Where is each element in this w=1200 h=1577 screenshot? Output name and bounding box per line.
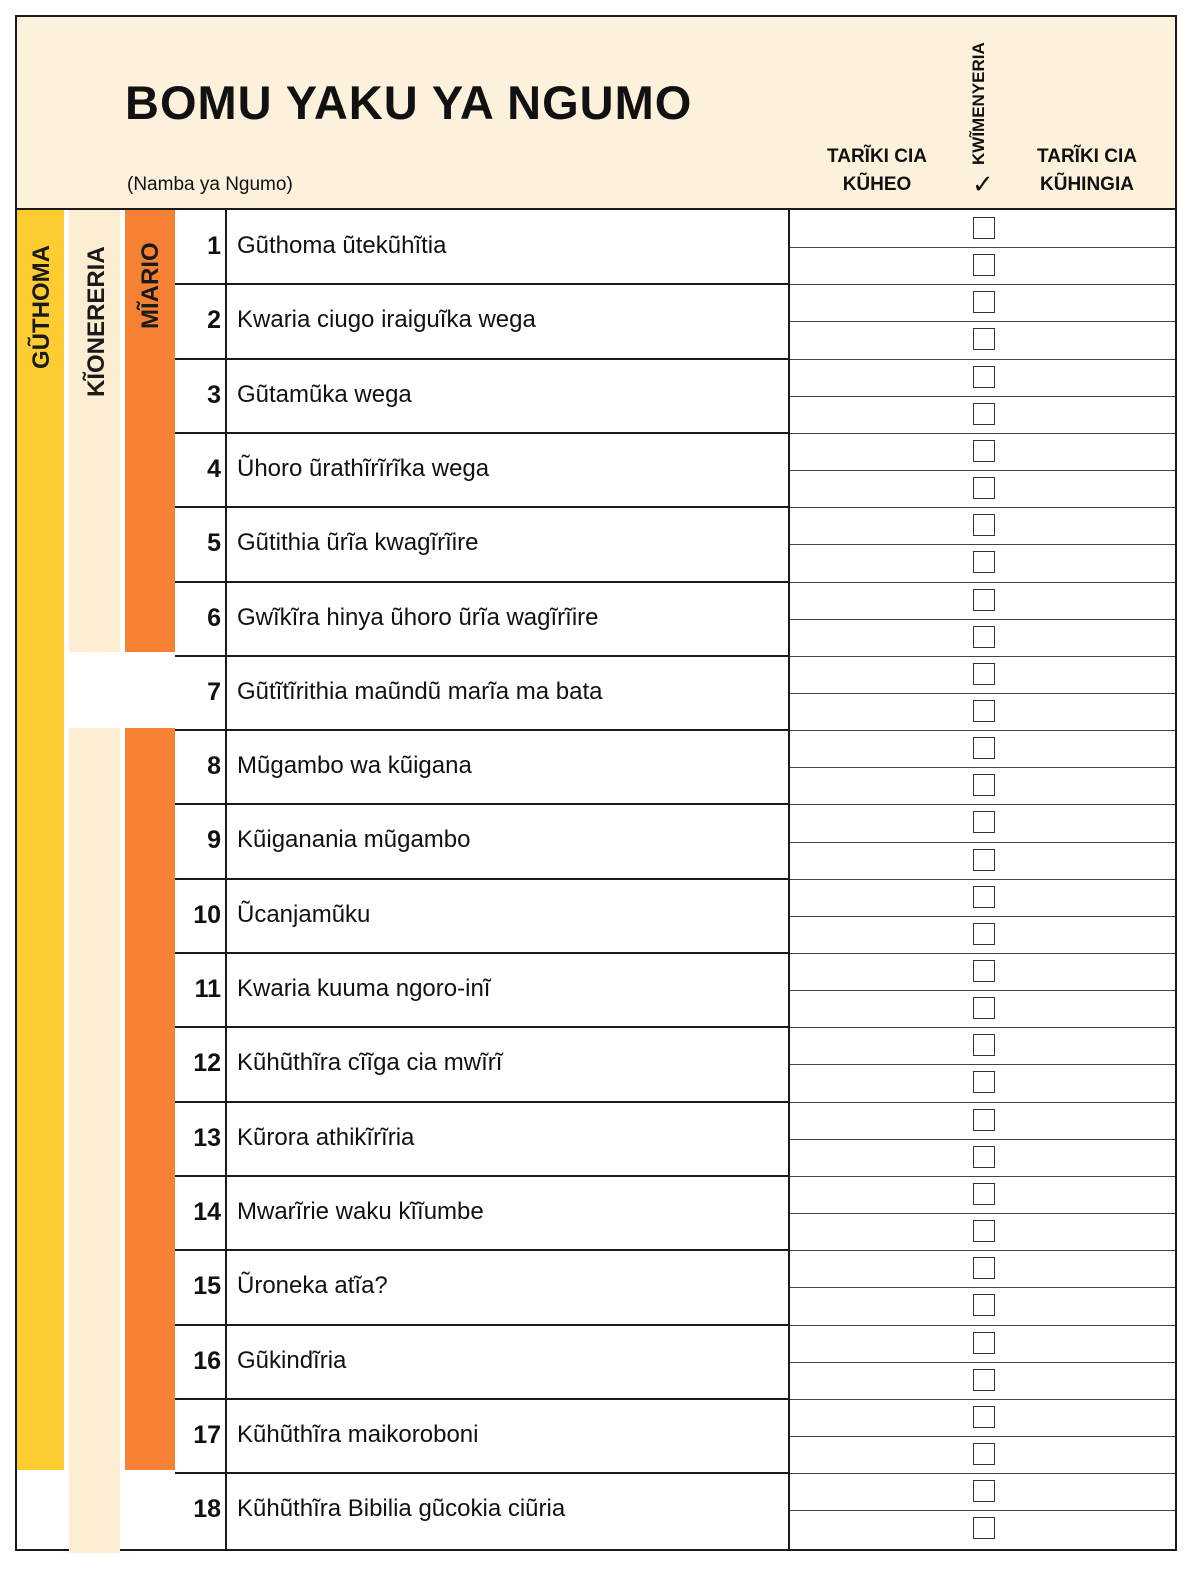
lesson-checkbox[interactable] (973, 811, 995, 833)
row-divider (175, 803, 789, 805)
date-entry-line (790, 1510, 1175, 1511)
lesson-checkbox[interactable] (973, 440, 995, 462)
lesson-title: Gũtĩtĩrithia maũndũ marĩa ma bata (237, 677, 603, 705)
band-delivery-bottom (125, 728, 175, 1470)
lesson-number: 5 (207, 529, 221, 558)
lesson-checkbox[interactable] (973, 886, 995, 908)
date-entry-line (790, 1027, 1175, 1028)
lesson-number: 13 (193, 1123, 221, 1152)
date-entry-line (790, 1064, 1175, 1065)
lesson-number: 15 (193, 1272, 221, 1301)
lesson-checkbox[interactable] (973, 551, 995, 573)
dates-divider (788, 210, 790, 1551)
lesson-title: Kũiganania mũgambo (237, 826, 471, 854)
lesson-number: 17 (193, 1420, 221, 1449)
lesson-checkbox[interactable] (973, 997, 995, 1019)
lesson-checkbox[interactable] (973, 1294, 995, 1316)
lesson-number: 1 (207, 232, 221, 260)
lesson-number: 18 (193, 1495, 221, 1524)
lesson-title: Gũthoma ũtekũhĩtia (237, 232, 447, 259)
lesson-title: Mũgambo wa kũigana (237, 752, 472, 780)
lesson-checkbox[interactable] (973, 849, 995, 871)
date-entry-line (790, 1325, 1175, 1326)
date-entry-line (790, 916, 1175, 917)
date-entry-line (790, 507, 1175, 508)
lesson-checkbox[interactable] (973, 923, 995, 945)
date-entry-line (790, 284, 1175, 285)
lesson-checkbox[interactable] (973, 217, 995, 239)
lesson-checkbox[interactable] (973, 514, 995, 536)
date-entry-line (790, 656, 1175, 657)
date-entry-line (790, 879, 1175, 880)
date-entry-line (790, 1362, 1175, 1363)
lesson-number: 2 (207, 306, 221, 335)
lesson-checkbox[interactable] (973, 1257, 995, 1279)
lesson-checkbox[interactable] (973, 1517, 995, 1539)
check-mark-icon: ✓ (972, 169, 994, 199)
lesson-number: 9 (207, 826, 221, 855)
lesson-title: Kũhũthĩra maikoroboni (237, 1420, 479, 1448)
lesson-checkbox[interactable] (973, 1109, 995, 1131)
row-divider (175, 358, 789, 360)
row-divider (175, 729, 789, 731)
lesson-checkbox[interactable] (973, 960, 995, 982)
date-entry-line (790, 804, 1175, 805)
form-subtitle: (Namba ya Ngumo) (127, 174, 293, 195)
date-entry-line (790, 433, 1175, 434)
row-divider (175, 878, 789, 880)
row-divider (175, 1026, 789, 1028)
date-entry-line (790, 1102, 1175, 1103)
column-header-check: KWĨMENYERIA (969, 42, 988, 165)
lesson-title: Kwaria ciugo iraiguĩka wega (237, 306, 536, 334)
lesson-number: 3 (207, 380, 221, 409)
band-delivery-label: MĨARIO (137, 242, 164, 329)
row-divider (175, 432, 789, 434)
row-divider (175, 1249, 789, 1251)
lesson-checkbox[interactable] (973, 1071, 995, 1093)
lesson-number: 8 (207, 752, 221, 781)
number-divider (225, 210, 227, 1551)
lesson-title: Gũkindĩria (237, 1346, 347, 1374)
lesson-checkbox[interactable] (973, 291, 995, 313)
lesson-checkbox[interactable] (973, 477, 995, 499)
lesson-title: Mwarĩrie waku kĩĩumbe (237, 1197, 484, 1225)
lesson-number: 12 (193, 1049, 221, 1078)
form-title: BOMU YAKU YA NGUMO (125, 76, 693, 129)
date-entry-line (790, 359, 1175, 360)
form-header (17, 17, 1175, 210)
date-entry-line (790, 693, 1175, 694)
date-entry-line (790, 544, 1175, 545)
date-entry-line (790, 1213, 1175, 1214)
lesson-checkbox[interactable] (973, 700, 995, 722)
lesson-title: Gũtamũka wega (237, 380, 412, 408)
lesson-title: Ũroneka atĩa? (237, 1272, 388, 1300)
lesson-checkbox[interactable] (973, 1332, 995, 1354)
row-divider (175, 655, 789, 657)
lesson-title: Kũhũthĩra Bibilia gũcokia ciũria (237, 1495, 566, 1523)
date-entry-line (790, 1176, 1175, 1177)
lesson-checkbox[interactable] (973, 663, 995, 685)
lesson-number: 11 (194, 975, 221, 1003)
lesson-checkbox[interactable] (973, 1146, 995, 1168)
row-divider (175, 1175, 789, 1177)
band-reading (17, 210, 64, 1470)
lesson-checkbox[interactable] (973, 1406, 995, 1428)
lesson-checkbox[interactable] (973, 626, 995, 648)
row-divider (175, 1398, 789, 1400)
date-entry-line (790, 396, 1175, 397)
column-header-start-date: TARĨKI CIA KŨHEO (827, 146, 927, 195)
date-entry-line (790, 990, 1175, 991)
date-entry-line (790, 1473, 1175, 1474)
row-divider (175, 1101, 789, 1103)
lesson-number: 16 (193, 1346, 221, 1375)
row-divider (175, 952, 789, 954)
date-entry-line (790, 1399, 1175, 1400)
speech-counsel-form (15, 15, 1177, 1551)
lesson-title: Ũcanjamũku (237, 900, 371, 928)
lesson-checkbox[interactable] (973, 1369, 995, 1391)
lesson-title: Kwaria kuuma ngoro-inĩ (237, 975, 491, 1002)
date-entry-line (790, 619, 1175, 620)
date-entry-line (790, 767, 1175, 768)
row-divider (175, 581, 789, 583)
lesson-number: 10 (193, 900, 221, 929)
date-entry-line (790, 582, 1175, 583)
date-entry-line (790, 321, 1175, 322)
row-divider (175, 283, 789, 285)
band-reading-label: GŨTHOMA (28, 245, 55, 369)
date-entry-line (790, 1250, 1175, 1251)
lesson-number: 14 (193, 1197, 221, 1226)
lesson-checkbox[interactable] (973, 1034, 995, 1056)
lesson-title: Gwĩkĩra hinya ũhoro ũrĩa wagĩrĩire (237, 603, 599, 631)
lesson-checkbox[interactable] (973, 1480, 995, 1502)
lesson-checkbox[interactable] (973, 1443, 995, 1465)
lesson-checkbox[interactable] (973, 403, 995, 425)
lesson-checkbox[interactable] (973, 254, 995, 276)
lesson-title: Ũhoro ũrathĩrĩrĩka wega (237, 454, 490, 482)
lesson-checkbox[interactable] (973, 328, 995, 350)
lesson-checkbox[interactable] (973, 1220, 995, 1242)
lesson-checkbox[interactable] (973, 1183, 995, 1205)
date-entry-line (790, 247, 1175, 248)
row-divider (175, 1472, 789, 1474)
lesson-number: 6 (207, 603, 221, 632)
lesson-title: Kũhũthĩra cĩĩga cia mwĩrĩ (237, 1049, 503, 1077)
lesson-number: 4 (207, 454, 221, 483)
date-entry-line (790, 1287, 1175, 1288)
date-entry-line (790, 953, 1175, 954)
band-presentation-label: KĨONERERIA (83, 246, 110, 397)
date-entry-line (790, 1436, 1175, 1437)
lesson-checkbox[interactable] (973, 589, 995, 611)
date-entry-line (790, 842, 1175, 843)
lesson-checkbox[interactable] (973, 366, 995, 388)
date-entry-line (790, 1139, 1175, 1140)
lesson-number: 7 (207, 677, 221, 706)
date-entry-line (790, 470, 1175, 471)
date-entry-line (790, 730, 1175, 731)
row-divider (175, 1324, 789, 1326)
lesson-checkbox[interactable] (973, 774, 995, 796)
column-header-completed-date: TARĨKI CIA KŨHINGIA (1037, 146, 1137, 195)
band-presentation-bottom (69, 728, 120, 1553)
lesson-title: Gũtithia ũrĩa kwagĩrĩire (237, 529, 479, 557)
lesson-checkbox[interactable] (973, 737, 995, 759)
lesson-title: Kũrora athikĩrĩria (237, 1123, 415, 1151)
row-divider (175, 506, 789, 508)
